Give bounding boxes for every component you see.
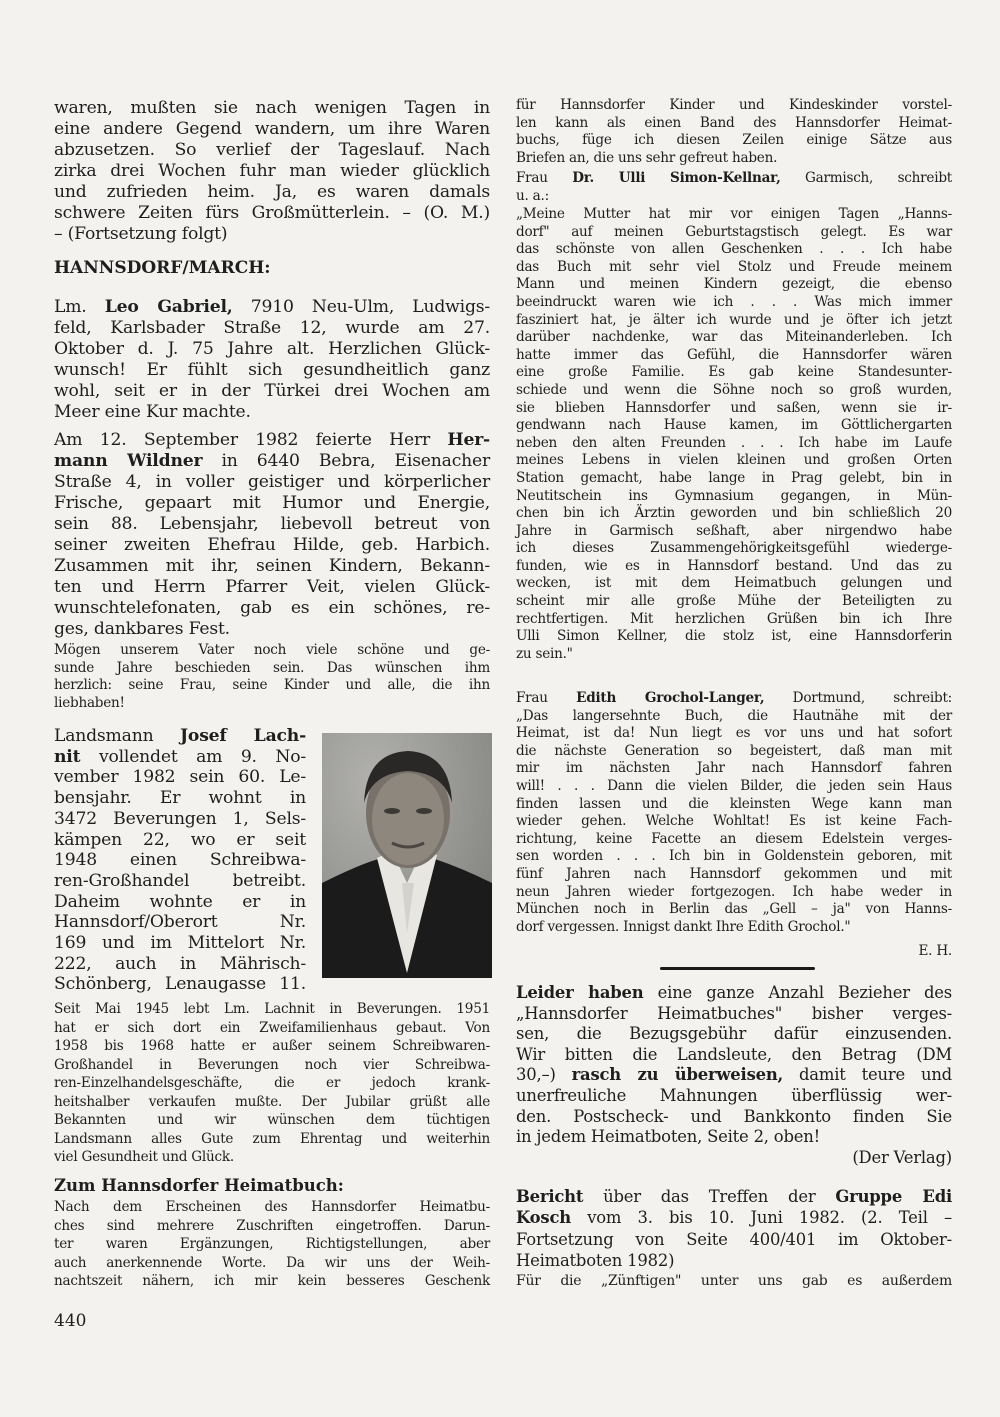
text-line [54,430,490,451]
text-line [516,743,952,761]
text-span: 1948 einen Schreibwa- [54,850,306,871]
text-line [54,726,306,747]
text-line [54,660,490,678]
text-line [54,1130,490,1149]
text-line [516,435,952,453]
text-line [516,115,952,133]
paragraph-heimatbuch-continuation [516,97,952,167]
text-line [516,628,952,646]
paragraph-heimatbuch [54,1198,490,1291]
text-line [516,1107,952,1128]
text-line [516,241,952,259]
text-span: fasziniert hat, je älter ich wurde und je öfter ich jetzt [516,311,952,328]
text-line [54,1093,490,1112]
text-line [516,276,952,294]
text-span: Frische, gepaart mit Humor und Energie, [54,493,490,513]
text-line [54,402,490,423]
text-line [54,912,306,933]
text-line [516,725,952,743]
text-line [516,1024,952,1045]
signature-eh: E. H. [918,943,952,959]
text-span: Ulli Simon Kellner, die stolz ist, eine Hannsdorferin [516,628,952,645]
text-line [54,1217,490,1236]
text-span: Fortsetzung von Seite 400/401 im Oktober- [516,1229,952,1249]
text-span: in jedem Heimatboten, Seite 2, oben! [516,1127,821,1147]
paragraph-hermann-wildner [54,430,490,640]
text-line [54,677,490,695]
text-span: „Das langersehnte Buch, die Hautnähe mit der [516,707,952,724]
text-span: sen, die Bezugsgebühr dafür einzusenden. [516,1024,952,1044]
text-line [516,1065,952,1086]
text-span: nachtszeit nähern, ich mir kein besseres Geschenk [54,1273,490,1289]
bold-name: Leo Gabriel, [104,297,233,317]
text-span: in 6440 Bebra, Eisenacher [202,451,490,471]
text-span: Frau [516,690,577,706]
text-span: Landsmann alles Gute zum Ehrentag und weiterhin [54,1130,490,1147]
text-span: kämpen 22, wo er seit [54,829,306,850]
text-span: Wir bitten die Landsleute, den Betrag (DM [516,1044,952,1064]
text-span: Mögen unserem Vater noch viele schöne und ge- [54,642,490,658]
text-line [54,514,490,535]
text-line [54,954,306,975]
text-line [516,558,952,576]
text-line [54,850,306,871]
text-span: 222, auch in Mährisch- [54,953,306,974]
bold-name: Gruppe Edi [835,1187,952,1206]
text-line [54,140,490,161]
text-line [54,493,490,514]
letter-grochol-langer [516,690,952,936]
text-line [54,1148,490,1167]
text-line [516,575,952,593]
text-span: viel Gesundheit und Glück. [54,1149,234,1165]
bold-name: Kosch [516,1208,571,1228]
text-span: neben den alten Freunden . . . Ich habe im Laufe [516,434,952,451]
text-line [516,611,952,629]
text-line [516,919,952,937]
paragraph-bericht-gruppe-edi-kosch [516,1186,952,1271]
text-span: das Buch mit sehr viel Stolz und Freude meinem [516,258,952,275]
text-line [54,381,490,402]
text-line [54,1111,490,1130]
text-span: darüber nachdenke, war das Miteinanderleben. Ich [516,329,952,346]
text-span: sie blieben Hannsdorfer und saßen, wenn sie ir- [516,399,952,416]
text-span: sunde Jahre beschieden sein. Das wünschen ihm [54,659,490,676]
text-line [516,1186,952,1207]
text-span: Schönberg, Lenaugasse 11. [54,974,306,995]
text-span: ges, dankbares Fest. [54,619,230,639]
text-span: – (Fortsetzung folgt) [54,224,228,244]
text-line [54,767,306,788]
text-span: dorf" auf meinen Geburtstagstisch gelegt. Es war [516,223,952,240]
text-span: abzusetzen. So verlief der Tageslauf. Nach [54,140,490,160]
paragraph-zuenftige [516,1273,952,1291]
text-span: Bekannten und wir wünschen dem tüchtigen [54,1112,490,1128]
text-span: vember 1982 sein 60. Le- [54,767,306,788]
text-span: Zusammen mit ihr, seinen Kindern, Bekann- [54,556,490,576]
text-span: hat er sich dort ein Zweifamilienhaus gebaut. Von [54,1019,490,1036]
text-span: sen worden . . . Ich bin in Goldenstein geboren, mit [516,848,952,865]
text-span: Station gemacht, habe lange in Prag gelebt, bin in [516,469,952,486]
bold-name: Dr. Ulli Simon-Kellnar, [572,170,781,186]
page-number: 440 [54,1311,87,1331]
text-span: damit teure und [783,1065,952,1085]
text-span: den. Postscheck- und Bankkonto finden Sie [516,1106,952,1126]
text-span: 3472 Beverungen 1, Sels- [54,808,306,829]
text-line [516,488,952,506]
text-line [54,360,490,381]
text-span: und zufrieden heim. Ja, es waren damals [54,182,490,202]
text-span: gendwann nach Hause kamen, im Göttlichergarten [516,417,952,434]
text-line [516,382,952,400]
bold-name: Josef Lach- [180,726,306,746]
text-span: über das Treffen der [583,1187,836,1206]
text-span: u. a.: [516,187,549,204]
text-span: dorf vergessen. Innigst dankt Ihre Edith Grochol." [516,918,851,935]
text-span: rechtfertigen. Mit herzlichen Grüßen bin ich Ihre [516,610,952,627]
text-span: ren-Großhandel betreibt. [54,870,306,891]
text-line [54,642,490,660]
text-line [54,98,490,119]
text-line [54,535,490,556]
text-span: richtung, keine Facette an diesem Edelstein verges- [516,830,952,847]
text-span: neun Jahren wieder fortgezogen. Ich habe weder in [516,883,952,900]
text-span: eine große Familie. Es gab keine Standesunter- [516,364,952,381]
text-span: ches sind mehrere Zuschriften eingetroffen. Darun- [54,1217,490,1234]
text-line [54,1019,490,1038]
text-line [54,1198,490,1217]
text-span: wieder gehen. Welche Wohltat! Es ist keine Fach- [516,813,952,830]
text-line [516,848,952,866]
text-line [516,97,952,115]
text-line [516,1045,952,1066]
paragraph-simon-kellnar-intro [516,170,952,205]
text-span: eine ganze Anzahl Bezieher des [643,983,952,1002]
text-line [54,224,490,245]
section-divider [660,967,815,970]
text-span: scheint mir alle große Mühe der Beteiligten zu [516,593,952,610]
paragraph-wildner-wishes [54,642,490,712]
text-span: für Hannsdorfer Kinder und Kindeskinder vorstel- [516,97,952,113]
text-line [54,339,490,360]
text-span: Großhandel in Beverungen noch vier Schreibwa- [54,1056,490,1073]
text-line [516,347,952,365]
text-span: waren, mußten sie nach wenigen Tagen in [54,98,490,118]
text-line [54,119,490,140]
text-line [54,933,306,954]
text-span: Für die „Zünftigen" unter uns gab es außerdem [516,1273,952,1289]
text-line [54,203,490,224]
text-line [54,1235,490,1254]
text-span: Oktober d. J. 75 Jahre alt. Herzlichen Glück- [54,339,490,359]
text-line [516,259,952,277]
text-line [516,690,952,708]
text-line [516,831,952,849]
text-span: Jahre in Garmisch seßhaft, aber nirgendwo habe [516,522,952,539]
text-span: 30,–) [516,1065,572,1085]
text-span: Mann und meinen Kindern gezeigt, die ebenso [516,276,952,293]
text-line [516,150,952,168]
text-span: ten und Herrn Pfarrer Veit, vielen Glück- [54,577,490,597]
text-span: auch anerkennende Worte. Da wir uns der Weih- [54,1254,490,1271]
text-span: Briefen an, die uns sehr gefreut haben. [516,149,778,166]
text-line [516,206,952,224]
text-line [516,294,952,312]
text-line [54,451,490,472]
section-heading-hannsdorf-march: HANNSDORF/MARCH: [54,258,271,278]
text-span: 1958 bis 1968 hatte er außer seinem Schreibwaren- [54,1038,490,1054]
text-line [54,619,490,640]
text-line [516,760,952,778]
text-line [54,974,306,995]
text-span: wecken, ist mit dem Heimatbuch gelungen und [516,575,952,592]
text-line [516,866,952,884]
text-line [54,182,490,203]
text-span: die nächste Generation so begeistert, daß man mit [516,742,952,759]
text-span: Heimat, ist da! Nun liegt es vor uns und hat sofort [516,725,952,742]
text-line [54,788,306,809]
text-span: ren-Einzelhandelsgeschäfte, die er jedoch krank- [54,1075,490,1091]
text-span: Heimatboten 1982) [516,1250,675,1270]
text-span: schwere Zeiten fürs Großmütterlein. – (O. M.) [54,203,490,223]
text-span: Frau [516,170,573,186]
text-span: Straße 4, in voller geistiger und körperlicher [54,472,490,492]
text-span: feld, Karlsbader Straße 12, wurde am 27. [54,318,490,338]
text-line [516,417,952,435]
text-line [54,297,490,318]
text-line [516,1273,952,1291]
text-line [516,540,952,558]
text-line [516,646,952,664]
text-span: zu sein." [516,645,573,662]
text-span: fünf Jahren nach Hannsdorf gekommen und mit [516,865,952,882]
text-span: beeindruckt waren wie ich . . . Was mich immer [516,293,952,310]
text-span: wohl, seit er in der Türkei drei Wochen am [54,381,490,401]
text-line [516,329,952,347]
bold-name: Edith Grochol-Langer, [576,690,765,706]
text-line [54,598,490,619]
text-span: das schönste von allen Geschenken . . . Ich habe [516,241,952,258]
text-line [516,884,952,902]
letter-simon-kellnar [516,206,952,663]
text-span: len kann als einen Band des Hannsdorfer Heimat- [516,114,952,131]
text-span: Am 12. September 1982 feierte Herr [54,430,448,450]
text-line [516,312,952,330]
text-span: Hannsdorf/Oberort Nr. [54,912,306,933]
text-span: Meer eine Kur machte. [54,402,251,422]
text-line [54,1074,490,1093]
text-span: finden lassen und die kleinsten Wege kann man [516,795,952,812]
text-span: Lm. [54,297,105,317]
text-span: Garmisch, schreibt [780,170,952,186]
text-span: 169 und im Mittelort Nr. [54,933,306,954]
text-span: vom 3. bis 10. Juni 1982. (2. Teil – [570,1208,952,1228]
bold-name: nit [54,746,81,767]
text-line [54,556,490,577]
bold-name: Bericht [516,1187,584,1206]
text-line [54,809,306,830]
text-span: Neutitschein ins Gymnasium gegangen, in Mün- [516,487,952,504]
text-span: sein 88. Lebensjahr, liebevoll betreut von [54,514,490,534]
text-line [516,1229,952,1250]
text-span: liebhaben! [54,694,125,711]
text-span: wunsch! Er fühlt sich gesundheitlich ganz [54,360,490,380]
text-line [54,871,306,892]
text-line [54,747,306,768]
paragraph-intro-continuation [54,98,490,245]
text-line [54,830,306,851]
text-span: schiede und wenn die Söhne noch so groß wurden, [516,381,952,398]
text-line [516,1207,952,1228]
text-span: Nach dem Erscheinen des Hannsdorfer Heimatbu- [54,1199,490,1215]
text-span: Landsmann [54,726,180,746]
text-line [516,452,952,470]
text-line [516,1127,952,1148]
text-line [516,132,952,150]
text-span: unerfreuliche Mahnungen überflüssig wer- [516,1085,952,1105]
text-span: ich dieses Zusammengehörigkeitsgefühl wiederge- [516,540,952,557]
text-span: mir im nächsten Jahr nach Hannsdorf fahren [516,760,952,777]
text-line [516,593,952,611]
paragraph-leo-gabriel [54,297,490,423]
text-line [54,892,306,913]
text-line [54,1037,490,1056]
text-line [516,901,952,919]
text-line [516,983,952,1004]
text-span: zirka drei Wochen fuhr man wieder glücklich [54,161,490,181]
text-line [516,1086,952,1107]
text-line [516,1004,952,1025]
signature-der-verlag: (Der Verlag) [852,1148,952,1167]
text-line [516,708,952,726]
text-span: vollendet am 9. No- [80,746,306,767]
text-line [54,472,490,493]
paragraph-leider-haben [516,983,952,1148]
text-line [54,1000,490,1019]
text-line [516,813,952,831]
text-line [516,1250,952,1271]
text-span: buchs, füge ich diesen Zeilen einige Sätze aus [516,132,952,149]
text-span: chen bin ich Ärztin geworden und bin schließlich 20 [516,505,952,522]
text-span: seiner zweiten Ehefrau Hilde, geb. Harbich. [54,535,490,555]
text-line [54,577,490,598]
bold-name: Her- [447,430,490,450]
text-span: Dortmund, schreibt: [764,690,952,706]
text-span: heitshalber verkaufen mußte. Der Jubilar grüßt alle [54,1093,490,1110]
bold-name: Leider haben [516,983,644,1002]
text-span: wunschtelefonaten, gab es ein schönes, re- [54,598,490,618]
text-line [54,1056,490,1075]
paragraph-josef-lachnit [54,726,306,995]
text-span: meines Lebens in vielen kleinen und großen Orten [516,452,952,469]
text-line [516,796,952,814]
text-line [54,1254,490,1273]
text-line [516,188,952,206]
text-line [54,318,490,339]
text-span: funden, wie es in Hannsdorf bestand. Und das zu [516,557,952,574]
portrait-photo-josef-lachnit [322,733,492,978]
text-line [516,170,952,188]
text-span: 7910 Neu-Ulm, Ludwigs- [232,297,490,317]
text-line [54,695,490,713]
text-span: will! . . . Dann die vielen Bilder, die jeden sein Haus [516,777,952,794]
text-line [516,505,952,523]
text-span: ter waren Ergänzungen, Richtigstellungen, aber [54,1236,490,1252]
text-line [54,161,490,182]
text-span: hatte immer das Gefühl, die Hannsdorfer wären [516,346,952,363]
text-line [54,1272,490,1291]
bold-name: rasch zu überweisen, [571,1065,784,1085]
text-span: „Meine Mutter hat mir vor einigen Tagen „Hanns- [516,206,952,222]
paragraph-lachnit-biography [54,1000,490,1167]
text-span: Daheim wohnte er in [54,891,306,912]
text-span: eine andere Gegend wandern, um ihre Waren [54,119,490,139]
text-span: München noch in Berlin das „Gell – ja" von Hanns- [516,901,952,918]
text-span: „Hannsdorfer Heimatbuches" bisher verges- [516,1003,952,1023]
text-span: bensjahr. Er wohnt in [54,788,306,809]
section-heading-heimatbuch: Zum Hannsdorfer Heimatbuch: [54,1176,344,1195]
text-line [516,400,952,418]
text-line [516,470,952,488]
text-line [516,364,952,382]
bold-name: mann Wildner [54,451,203,471]
text-line [516,778,952,796]
text-line [516,224,952,242]
text-line [516,523,952,541]
text-span: Seit Mai 1945 lebt Lm. Lachnit in Beverungen. 1951 [54,1001,490,1017]
text-span: herzlich: seine Frau, seine Kinder und alle, die ihn [54,677,490,694]
